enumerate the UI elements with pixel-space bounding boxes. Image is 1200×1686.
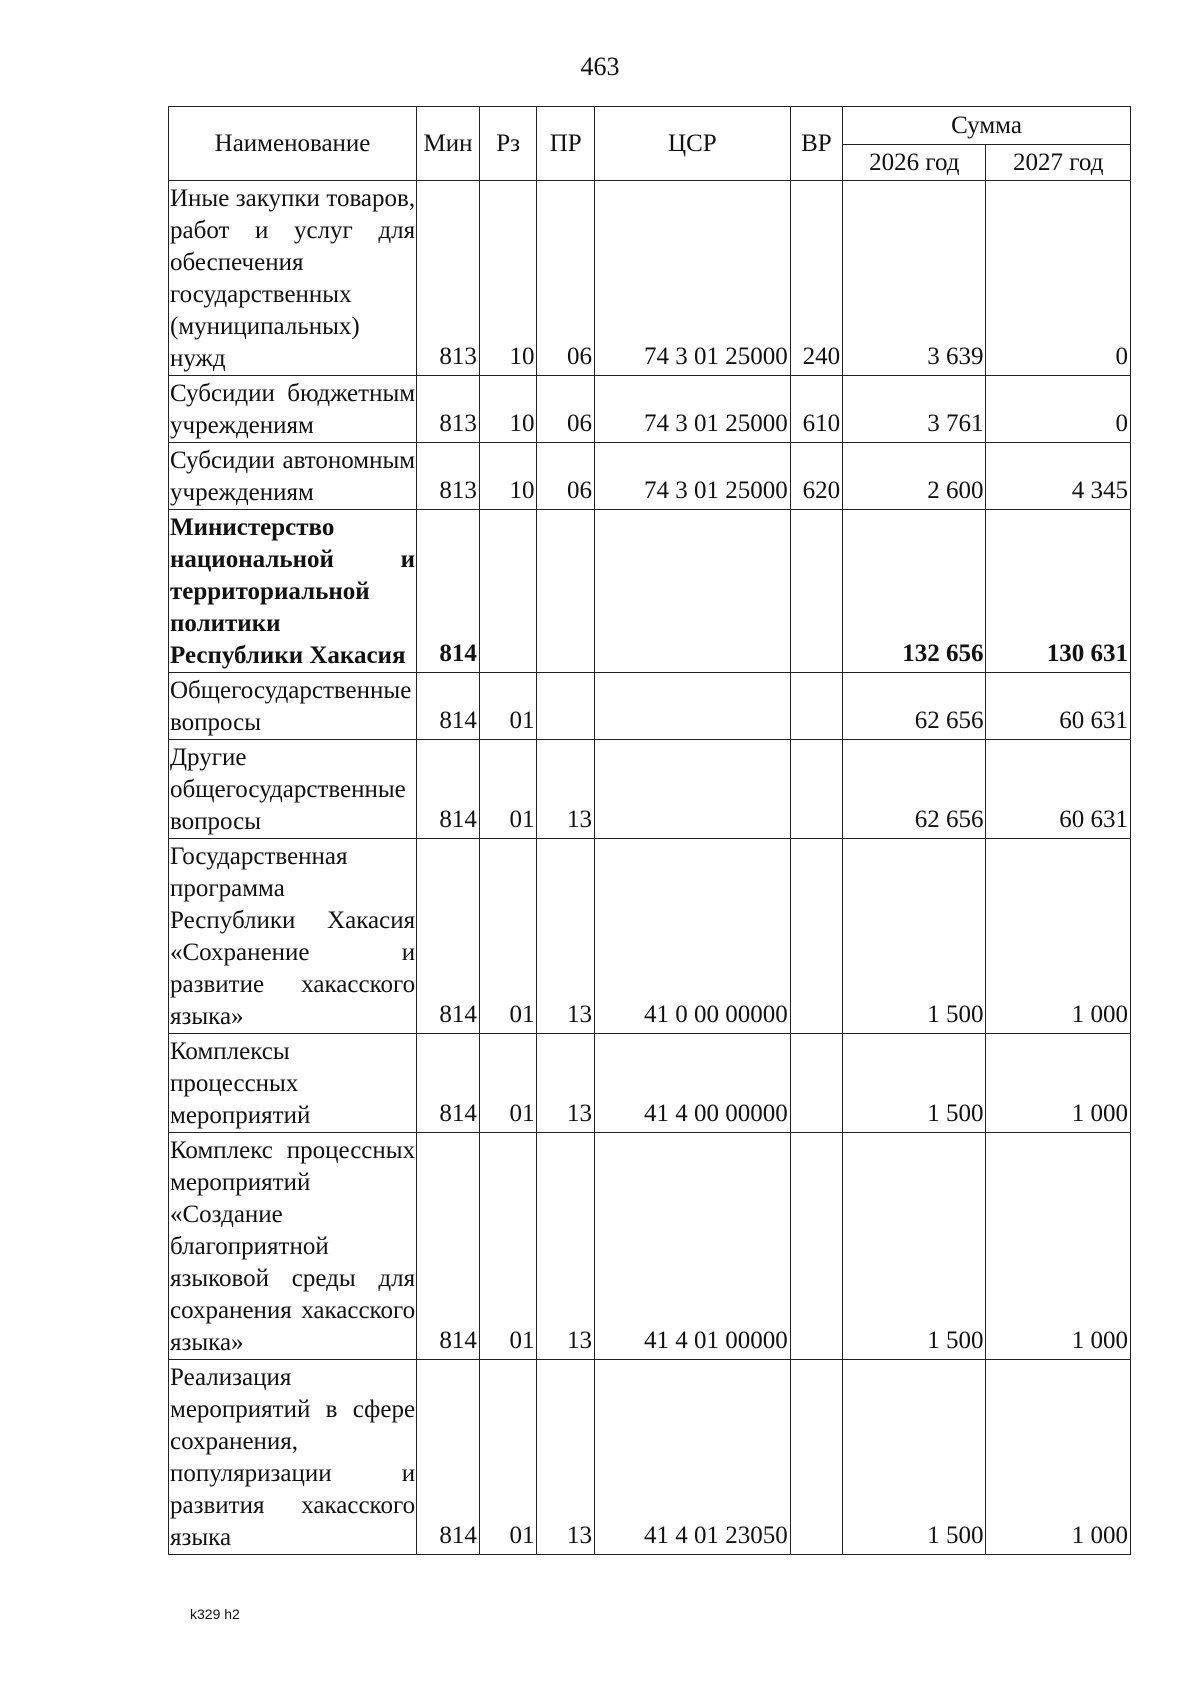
cell-name: Общегосударственные вопросы (169, 673, 417, 740)
cell-pr: 06 (537, 376, 595, 443)
header-name: Наименование (169, 107, 417, 181)
table-body (169, 181, 1131, 1555)
cell-csr: 41 4 00 00000 (595, 1034, 791, 1133)
cell-pr (537, 673, 595, 740)
cell-vr (790, 1133, 842, 1360)
cell-csr (595, 740, 791, 839)
cell-2027: 1 000 (986, 1034, 1131, 1133)
cell-name: Иные закупки товаров, работ и услуг для обеспечения государственных (муниципальных) нужд (169, 181, 417, 376)
table-row (169, 1034, 1131, 1133)
cell-vr (790, 740, 842, 839)
cell-rz: 10 (479, 376, 537, 443)
cell-2027: 60 631 (986, 740, 1131, 839)
cell-pr: 06 (537, 443, 595, 510)
cell-pr: 06 (537, 181, 595, 376)
cell-rz: 01 (479, 1133, 537, 1360)
cell-vr (790, 839, 842, 1034)
budget-table (168, 106, 1131, 1555)
cell-pr: 13 (537, 1360, 595, 1555)
cell-min: 814 (417, 839, 480, 1034)
cell-2026: 62 656 (843, 673, 986, 740)
table-row (169, 1360, 1131, 1555)
cell-csr: 41 4 01 00000 (595, 1133, 791, 1360)
cell-vr (790, 510, 842, 673)
cell-pr (537, 510, 595, 673)
cell-name: Министерство национальной и территориальной политики Республики Хакасия (169, 510, 417, 673)
cell-rz: 01 (479, 673, 537, 740)
cell-vr (790, 1034, 842, 1133)
cell-name: Государственная программа Республики Хакасия «Сохранение и развитие хакасского языка» (169, 839, 417, 1034)
header-year-2027: 2027 год (986, 145, 1131, 181)
header-pr: ПР (537, 107, 595, 181)
page-number: 463 (580, 52, 620, 81)
cell-csr: 74 3 01 25000 (595, 443, 791, 510)
cell-csr: 74 3 01 25000 (595, 376, 791, 443)
cell-csr (595, 673, 791, 740)
cell-2026: 62 656 (843, 740, 986, 839)
cell-vr (790, 1360, 842, 1555)
header-vr: ВР (790, 107, 842, 181)
cell-rz (479, 510, 537, 673)
cell-min: 814 (417, 1133, 480, 1360)
table-row (169, 740, 1131, 839)
header-year-2026: 2026 год (843, 145, 986, 181)
cell-vr (790, 673, 842, 740)
cell-2026: 2 600 (843, 443, 986, 510)
cell-name: Другие общегосударственные вопросы (169, 740, 417, 839)
cell-2026: 3 639 (843, 181, 986, 376)
cell-2026: 1 500 (843, 1133, 986, 1360)
cell-2027: 130 631 (986, 510, 1131, 673)
cell-csr (595, 510, 791, 673)
header-min: Мин (417, 107, 480, 181)
cell-2027: 0 (986, 376, 1131, 443)
cell-2026: 132 656 (843, 510, 986, 673)
cell-2027: 1 000 (986, 1360, 1131, 1555)
cell-name: Субсидии автономным учреждениям (169, 443, 417, 510)
table-row (169, 839, 1131, 1034)
cell-2027: 1 000 (986, 1133, 1131, 1360)
table-row (169, 443, 1131, 510)
cell-min: 814 (417, 510, 480, 673)
header-sum: Сумма (843, 107, 1131, 145)
cell-2027: 0 (986, 181, 1131, 376)
cell-min: 813 (417, 443, 480, 510)
cell-2026: 3 761 (843, 376, 986, 443)
cell-min: 814 (417, 740, 480, 839)
cell-2027: 4 345 (986, 443, 1131, 510)
cell-vr: 610 (790, 376, 842, 443)
cell-rz: 01 (479, 740, 537, 839)
cell-2026: 1 500 (843, 839, 986, 1034)
cell-vr: 620 (790, 443, 842, 510)
header-rz: Рз (479, 107, 537, 181)
cell-min: 813 (417, 376, 480, 443)
cell-min: 814 (417, 1360, 480, 1555)
cell-min: 814 (417, 673, 480, 740)
cell-csr: 74 3 01 25000 (595, 181, 791, 376)
table-header (169, 107, 1131, 181)
table-row (169, 181, 1131, 376)
cell-csr: 41 0 00 00000 (595, 839, 791, 1034)
table-row (169, 376, 1131, 443)
cell-name: Субсидии бюджетным учреждениям (169, 376, 417, 443)
cell-pr: 13 (537, 1133, 595, 1360)
cell-2027: 60 631 (986, 673, 1131, 740)
footer-code: k329 h2 (190, 1606, 240, 1622)
cell-2027: 1 000 (986, 839, 1131, 1034)
cell-pr: 13 (537, 839, 595, 1034)
cell-pr: 13 (537, 1034, 595, 1133)
budget-table-container (168, 106, 1131, 1555)
header-csr: ЦСР (595, 107, 791, 181)
table-row (169, 510, 1131, 673)
cell-rz: 10 (479, 181, 537, 376)
table-row (169, 673, 1131, 740)
cell-name: Комплексы процессных мероприятий (169, 1034, 417, 1133)
cell-vr: 240 (790, 181, 842, 376)
cell-2026: 1 500 (843, 1034, 986, 1133)
cell-pr: 13 (537, 740, 595, 839)
cell-rz: 01 (479, 839, 537, 1034)
cell-min: 813 (417, 181, 480, 376)
cell-csr: 41 4 01 23050 (595, 1360, 791, 1555)
cell-rz: 10 (479, 443, 537, 510)
cell-rz: 01 (479, 1360, 537, 1555)
cell-min: 814 (417, 1034, 480, 1133)
cell-2026: 1 500 (843, 1360, 986, 1555)
cell-name: Комплекс процессных мероприятий «Создание благоприятной языковой среды для сохранения хакасского языка» (169, 1133, 417, 1360)
cell-name: Реализация мероприятий в сфере сохранения, популяризации и развития хакасского языка (169, 1360, 417, 1555)
table-row (169, 1133, 1131, 1360)
cell-rz: 01 (479, 1034, 537, 1133)
